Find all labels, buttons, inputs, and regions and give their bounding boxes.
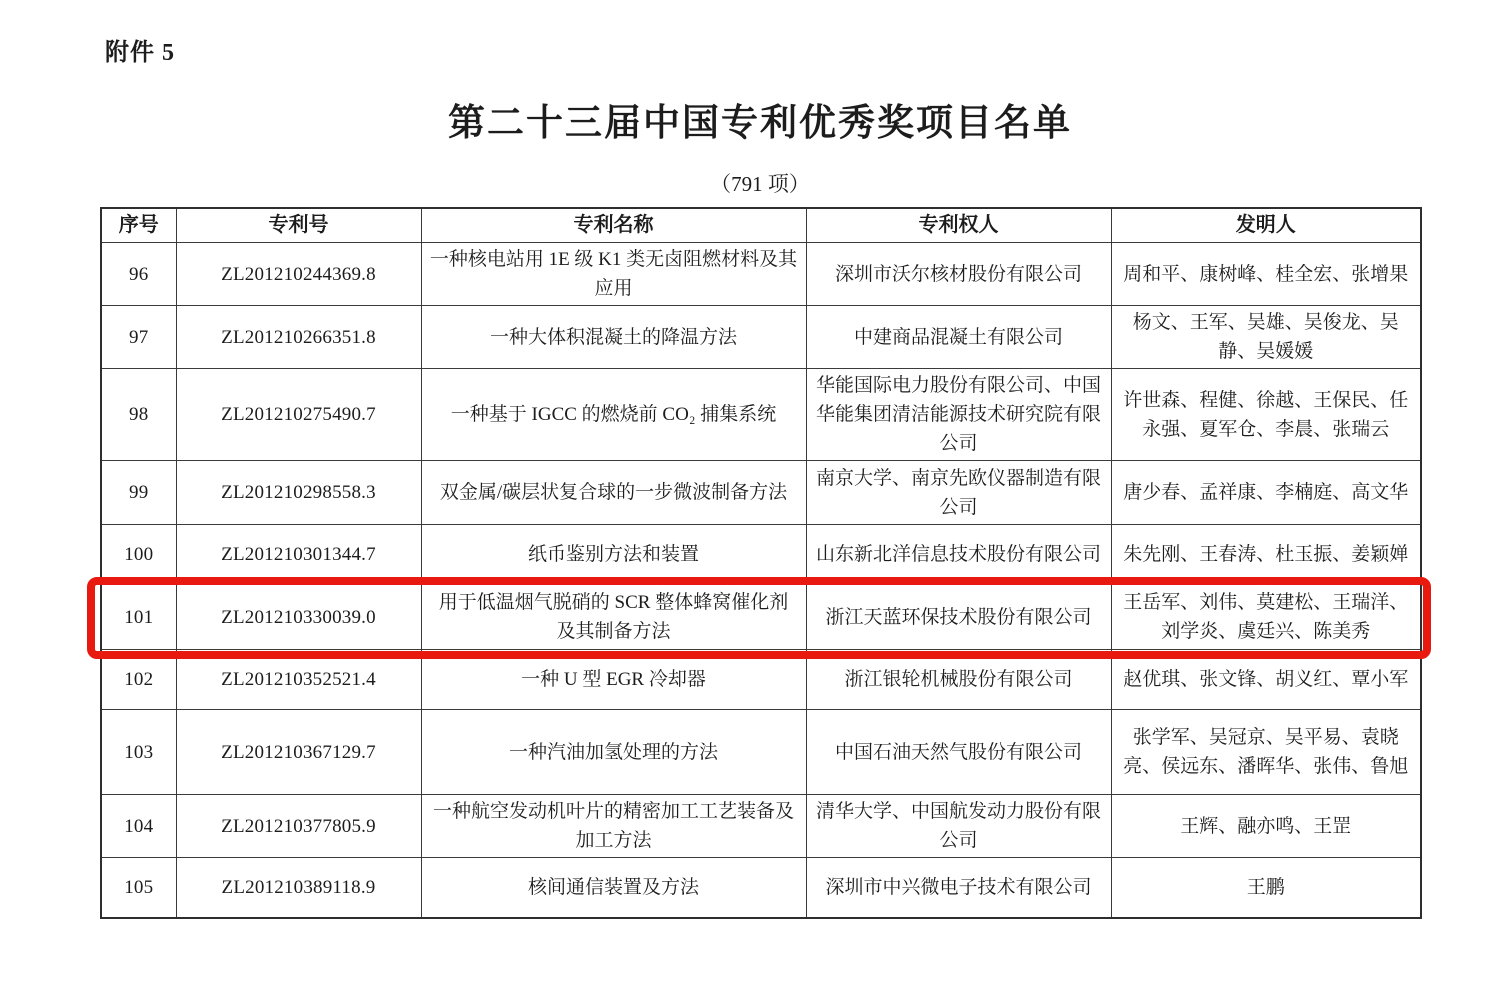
cell-inventors: 朱先刚、王春涛、杜玉振、姜颖婵 bbox=[1111, 525, 1421, 585]
cell-inventors: 杨文、王军、吴雄、吴俊龙、吴静、吴媛媛 bbox=[1111, 306, 1421, 369]
cell-inventors: 王鹏 bbox=[1111, 858, 1421, 918]
page-title: 第二十三届中国专利优秀奖项目名单 bbox=[448, 103, 1072, 144]
cell-patentee: 浙江天蓝环保技术股份有限公司 bbox=[806, 585, 1111, 650]
cell-patentee: 中国石油天然气股份有限公司 bbox=[806, 710, 1111, 795]
cell-no: 100 bbox=[101, 525, 176, 585]
cell-patent-number: ZL201210389118.9 bbox=[176, 858, 421, 918]
cell-patent-number: ZL201210367129.7 bbox=[176, 710, 421, 795]
cell-patentee: 浙江银轮机械股份有限公司 bbox=[806, 650, 1111, 710]
cell-inventors: 王辉、融亦鸣、王罡 bbox=[1111, 795, 1421, 858]
cell-patent-number: ZL201210301344.7 bbox=[176, 525, 421, 585]
table-row bbox=[101, 306, 1421, 369]
table-header-col-no: 序号 bbox=[101, 208, 176, 243]
attachment-label: 附件 5 bbox=[105, 40, 175, 66]
cell-inventors: 唐少春、孟祥康、李楠庭、高文华 bbox=[1111, 461, 1421, 525]
cell-patent-number: ZL201210298558.3 bbox=[176, 461, 421, 525]
cell-patent-number: ZL201210352521.4 bbox=[176, 650, 421, 710]
cell-inventors: 周和平、康树峰、桂全宏、张增果 bbox=[1111, 243, 1421, 306]
cell-patentee: 深圳市中兴微电子技术有限公司 bbox=[806, 858, 1111, 918]
cell-patent-number: ZL201210275490.7 bbox=[176, 369, 421, 461]
table-row bbox=[101, 650, 1421, 710]
cell-patent-name: 一种大体积混凝土的降温方法 bbox=[421, 306, 806, 369]
cell-no: 101 bbox=[101, 585, 176, 650]
table-row bbox=[101, 858, 1421, 918]
cell-patent-name: 纸币鉴别方法和装置 bbox=[421, 525, 806, 585]
cell-patentee: 华能国际电力股份有限公司、中国华能集团清洁能源技术研究院有限公司 bbox=[806, 369, 1111, 461]
cell-patent-name: 核间通信装置及方法 bbox=[421, 858, 806, 918]
patent-award-table bbox=[100, 207, 1422, 919]
cell-patentee: 南京大学、南京先欧仪器制造有限公司 bbox=[806, 461, 1111, 525]
table-row bbox=[101, 525, 1421, 585]
table-row bbox=[101, 243, 1421, 306]
cell-patent-name: 一种 U 型 EGR 冷却器 bbox=[421, 650, 806, 710]
table-row bbox=[101, 710, 1421, 795]
cell-no: 96 bbox=[101, 243, 176, 306]
cell-patentee: 深圳市沃尔核材股份有限公司 bbox=[806, 243, 1111, 306]
table-row bbox=[101, 369, 1421, 461]
table-header-col-inventors: 发明人 bbox=[1111, 208, 1421, 243]
cell-no: 103 bbox=[101, 710, 176, 795]
cell-no: 102 bbox=[101, 650, 176, 710]
cell-patent-number: ZL201210266351.8 bbox=[176, 306, 421, 369]
cell-patent-name: 一种基于 IGCC 的燃烧前 CO₂ 捕集系统 bbox=[421, 369, 806, 461]
table-header-row bbox=[101, 208, 1421, 243]
cell-no: 98 bbox=[101, 369, 176, 461]
cell-patent-name: 一种汽油加氢处理的方法 bbox=[421, 710, 806, 795]
table-row bbox=[101, 461, 1421, 525]
cell-inventors: 张学军、吴冠京、吴平易、袁晓亮、侯远东、潘晖华、张伟、鲁旭 bbox=[1111, 710, 1421, 795]
cell-patentee: 山东新北洋信息技术股份有限公司 bbox=[806, 525, 1111, 585]
cell-patent-name: 用于低温烟气脱硝的 SCR 整体蜂窝催化剂及其制备方法 bbox=[421, 585, 806, 650]
cell-no: 105 bbox=[101, 858, 176, 918]
cell-patent-name: 一种核电站用 1E 级 K1 类无卤阻燃材料及其应用 bbox=[421, 243, 806, 306]
cell-no: 97 bbox=[101, 306, 176, 369]
cell-patent-name: 一种航空发动机叶片的精密加工工艺装备及加工方法 bbox=[421, 795, 806, 858]
cell-patentee: 中建商品混凝土有限公司 bbox=[806, 306, 1111, 369]
page-subtitle: （791 项） bbox=[710, 172, 810, 196]
cell-patent-number: ZL201210377805.9 bbox=[176, 795, 421, 858]
cell-no: 104 bbox=[101, 795, 176, 858]
table-header-col-patent-number: 专利号 bbox=[176, 208, 421, 243]
table-header-col-patentee: 专利权人 bbox=[806, 208, 1111, 243]
cell-no: 99 bbox=[101, 461, 176, 525]
cell-inventors: 赵优琪、张文锋、胡义红、覃小军 bbox=[1111, 650, 1421, 710]
table-row bbox=[101, 795, 1421, 858]
cell-patent-number: ZL201210244369.8 bbox=[176, 243, 421, 306]
cell-inventors: 许世森、程健、徐越、王保民、任永强、夏军仓、李晨、张瑞云 bbox=[1111, 369, 1421, 461]
table-header-col-patent-name: 专利名称 bbox=[421, 208, 806, 243]
cell-patent-name: 双金属/碳层状复合球的一步微波制备方法 bbox=[421, 461, 806, 525]
table-row bbox=[101, 585, 1421, 650]
cell-patent-number: ZL201210330039.0 bbox=[176, 585, 421, 650]
cell-patentee: 清华大学、中国航发动力股份有限公司 bbox=[806, 795, 1111, 858]
cell-inventors: 王岳军、刘伟、莫建松、王瑞洋、刘学炎、虞廷兴、陈美秀 bbox=[1111, 585, 1421, 650]
